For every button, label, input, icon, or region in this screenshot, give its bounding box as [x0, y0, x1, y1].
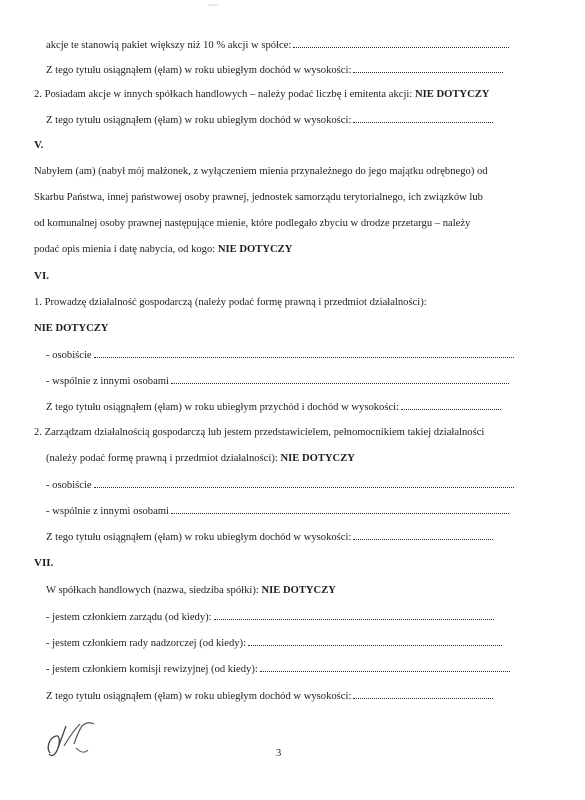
line-1: akcje te stanowią pakiet większy niż 10 % akcji w spółce:	[46, 38, 509, 52]
line-22: W spółkach handlowych (nazwa, siedziba spółki): NIE DOTYCZY	[46, 585, 336, 596]
section-vii: VII.	[34, 557, 54, 569]
dotted-fill	[94, 478, 514, 488]
page-number: 3	[276, 748, 282, 759]
dotted-fill	[353, 63, 503, 73]
line-20: Z tego tytułu osiągnąłem (ęłam) w roku ubiegłym dochód w wysokości:	[46, 530, 493, 544]
dotted-fill	[171, 504, 509, 514]
handwritten-signature-initials	[40, 708, 110, 773]
line-15: Z tego tytułu osiągnąłem (ęłam) w roku ubiegłym przychód i dochód w wysokości:	[46, 400, 501, 414]
line-8: od komunalnej osoby prawnej następujące mienie, które podlegało zbyciu w drodze przetargu – należy	[34, 218, 471, 229]
line-24: - jestem członkiem rady nadzorczej (od kiedy):	[46, 636, 502, 650]
line-4: Z tego tytułu osiągnąłem (ęłam) w roku ubiegłym dochód w wysokości:	[46, 113, 493, 127]
dotted-fill	[171, 374, 509, 384]
dotted-fill	[353, 689, 493, 699]
line-7: Skarbu Państwa, innej państwowej osoby prawnej, jednostek samorządu terytorialnego, ich związków lub	[34, 192, 483, 203]
line-26: Z tego tytułu osiągnąłem (ęłam) w roku ubiegłym dochód w wysokości:	[46, 689, 493, 703]
dotted-fill	[401, 400, 501, 410]
line-18: - osobiście	[46, 478, 514, 492]
line-6: Nabyłem (am) (nabył mój małżonek, z wyłączeniem mienia przynależnego do jego majątku odrębnego) od	[34, 166, 488, 177]
line-13: - osobiście	[46, 348, 514, 362]
dotted-fill	[293, 38, 509, 48]
line-23: - jestem członkiem zarządu (od kiedy):	[46, 610, 494, 624]
line-25: - jestem członkiem komisji rewizyjnej (od kiedy):	[46, 662, 510, 676]
dotted-fill	[353, 530, 493, 540]
line-9: podać opis mienia i datę nabycia, od kogo: NIE DOTYCZY	[34, 244, 293, 255]
scan-artifact	[208, 4, 218, 6]
line-16: 2. Zarządzam działalnością gospodarczą lub jestem przedstawicielem, pełnomocnikiem takiej działalności	[34, 427, 485, 438]
line-19: - wspólnie z innymi osobami	[46, 504, 509, 518]
line-17: (należy podać formę prawną i przedmiot działalności): NIE DOTYCZY	[46, 453, 355, 464]
section-vi: VI.	[34, 270, 49, 282]
line-11: 1. Prowadzę działalność gospodarczą (należy podać formę prawną i przedmiot działalności):	[34, 297, 427, 308]
line-14: - wspólnie z innymi osobami	[46, 374, 509, 388]
line-12: NIE DOTYCZY	[34, 323, 109, 334]
dotted-fill	[248, 636, 502, 646]
line-3: 2. Posiadam akcje w innych spółkach handlowych – należy podać liczbę i emitenta akcji: NIE DOTYCZY	[34, 89, 490, 100]
dotted-fill	[214, 610, 494, 620]
dotted-fill	[353, 113, 493, 123]
section-v: V.	[34, 139, 44, 151]
line-2: Z tego tytułu osiągnąłem (ęłam) w roku ubiegłym dochód w wysokości:	[46, 63, 503, 77]
dotted-fill	[94, 348, 514, 358]
dotted-fill	[260, 662, 510, 672]
